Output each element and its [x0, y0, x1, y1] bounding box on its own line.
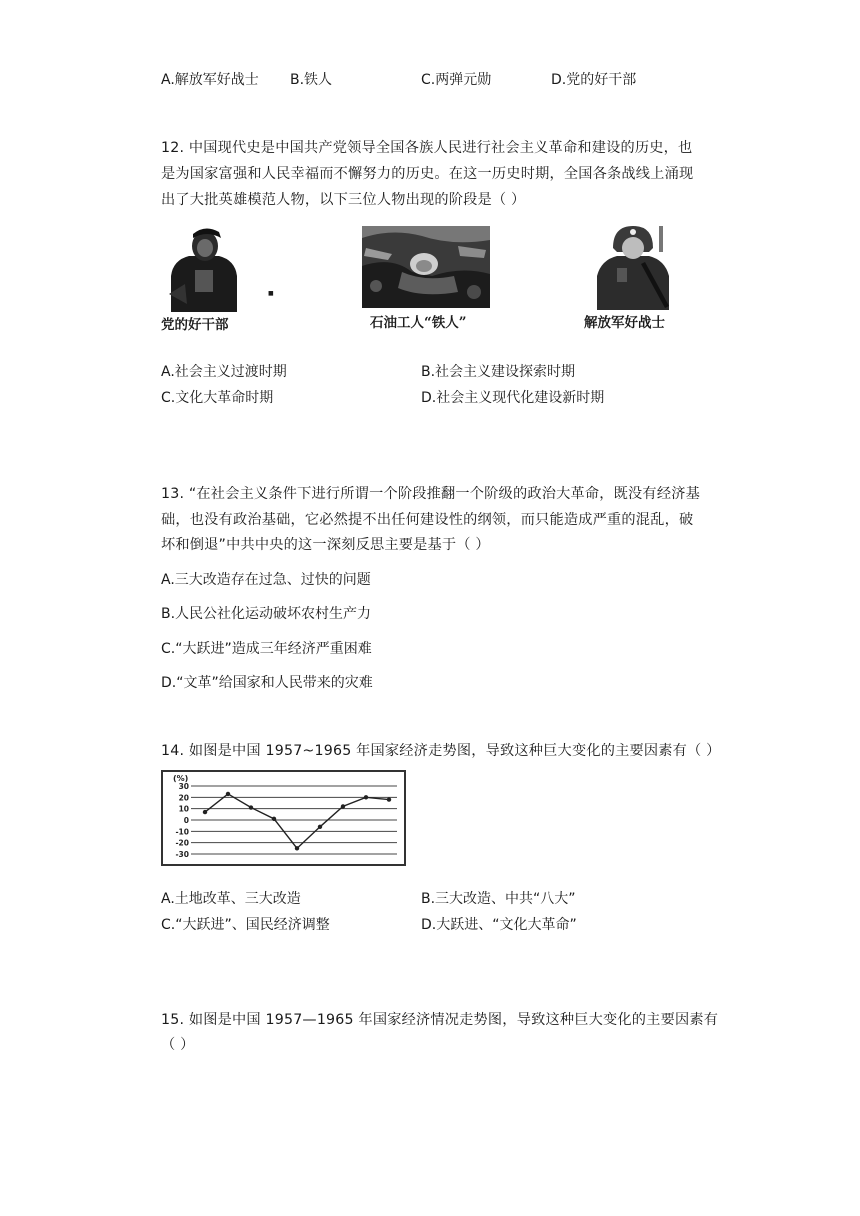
- q12-stem-line-2: 是为国家富强和人民幸福而不懈努力的历史。在这一历史时期，全国各条战线上涌现: [161, 166, 694, 182]
- chart-border: [162, 771, 405, 865]
- chart-y-axis-label: (%): [173, 774, 189, 783]
- economic-trend-chart: [161, 770, 406, 866]
- q14-option-b: B.三大改造、中共“八大”: [421, 891, 576, 907]
- q13-option-c: C.“大跃进”造成三年经济严重困难: [161, 641, 372, 657]
- q11-option-c: C.两弹元勋: [421, 72, 492, 88]
- q13-stem-line-2: 础，也没有政治基础，它必然提不出任何建设性的纲领，而只能造成严重的混乱，破: [161, 512, 694, 528]
- q11-option-d: D.党的好干部: [551, 72, 637, 88]
- q14-option-c: C.“大跃进”、国民经济调整: [161, 917, 330, 933]
- chart-y-tick-label: -10: [175, 827, 189, 837]
- q12-option-c: C.文化大革命时期: [161, 390, 274, 406]
- portrait-pla-soldier-image: [593, 222, 673, 310]
- q13-stem-line-1: 13. “在社会主义条件下进行所谓一个阶段推翻一个阶级的政治大革命，既没有经济基: [161, 486, 700, 502]
- chart-data-point: [249, 805, 253, 809]
- chart-y-tick-label: 10: [178, 804, 189, 814]
- caption-pla-soldier: 解放军好战士: [584, 315, 665, 331]
- chart-data-point: [295, 846, 299, 850]
- chart-data-point: [318, 825, 322, 829]
- q12-stem-line-1: 12. 中国现代史是中国共产党领导全国各族人民进行社会主义革命和建设的历史，也: [161, 140, 693, 156]
- q12-option-b: B.社会主义建设探索时期: [421, 364, 576, 380]
- q13-stem-line-3: 坏和倒退”中共中央的这一深刻反思主要是基于（ ）: [161, 537, 490, 553]
- q11-option-b: B.铁人: [290, 72, 333, 88]
- economic-trend-chart-svg: [161, 770, 406, 866]
- q13-option-d: D.“文革”给国家和人民带来的灾难: [161, 675, 373, 691]
- decorative-dot: ■: [268, 290, 274, 297]
- q12-option-a: A.社会主义过渡时期: [161, 364, 287, 380]
- chart-y-tick-label: 0: [183, 816, 189, 825]
- chart-data-point: [272, 817, 276, 821]
- chart-data-point: [387, 797, 391, 801]
- q13-option-a: A.三大改造存在过急、过快的问题: [161, 572, 371, 588]
- chart-data-point: [226, 792, 230, 796]
- caption-iron-man: 石油工人“铁人”: [370, 315, 467, 331]
- chart-data-point: [203, 810, 207, 814]
- q13-option-b: B.人民公社化运动破坏农村生产力: [161, 606, 372, 622]
- q15-stem-line-2: （ ）: [161, 1037, 195, 1053]
- chart-y-tick-label: 30: [178, 782, 189, 791]
- chart-data-point: [364, 795, 368, 799]
- caption-party-cadre: 党的好干部: [161, 317, 229, 333]
- q14-option-a: A.土地改革、三大改造: [161, 891, 301, 907]
- q14-option-d: D.大跃进、“文化大革命”: [421, 917, 577, 933]
- q12-option-d: D.社会主义现代化建设新时期: [421, 390, 605, 406]
- chart-y-tick-label: 20: [178, 793, 189, 803]
- chart-y-tick-label: -20: [175, 838, 189, 848]
- q11-option-a: A.解放军好战士: [161, 72, 259, 88]
- portrait-party-cadre-image: [165, 224, 243, 312]
- q14-stem: 14. 如图是中国 1957~1965 年国家经济走势图，导致这种巨大变化的主要因素有（ ）: [161, 743, 721, 759]
- q12-stem-line-3: 出了大批英雄模范人物，以下三位人物出现的阶段是（ ）: [161, 192, 526, 208]
- q15-stem-line-1: 15. 如图是中国 1957—1965 年国家经济情况走势图，导致这种巨大变化的主要因素有: [161, 1012, 719, 1028]
- chart-data-point: [341, 804, 345, 808]
- portrait-iron-man-image: [362, 226, 490, 308]
- chart-y-tick-label: -30: [175, 850, 189, 859]
